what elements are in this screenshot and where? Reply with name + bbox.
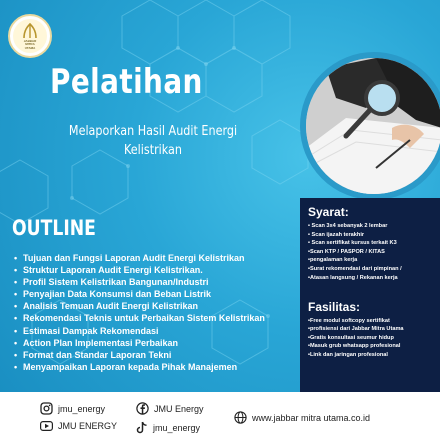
instagram-handle: jmu_energy	[58, 403, 106, 414]
instagram-icon	[40, 402, 53, 415]
website-url: www.jabbar mitra utama.co.id	[252, 412, 371, 423]
logo-text-3: UTAMA	[24, 45, 36, 50]
logo-text-1: JABBAR	[23, 38, 37, 43]
outline-item: • Rekomendasi Teknis untuk Perbaikan Sistem Kelistrikan	[14, 312, 265, 324]
facility-item: •Free modul softcopy sertifikat	[308, 318, 390, 324]
outline-item: • Action Plan Implementasi Perbaikan	[14, 337, 265, 349]
requirement-item: •Surat rekomendasi dari pimpinan /	[308, 265, 402, 272]
globe-icon	[234, 411, 247, 424]
subtitle-line-2: Kelistrikan	[124, 143, 182, 158]
outline-item: • Analisis Temuan Audit Energi Kelistrikan	[14, 300, 265, 312]
outline-item: • Profil Sistem Kelistrikan Bangunan/Industri	[14, 276, 265, 288]
facebook-icon	[136, 402, 149, 415]
facebook-page: JMU Energy	[154, 403, 204, 414]
subtitle-line-1: Melaporkan Hasil Audit Energi	[68, 124, 238, 139]
tiktok-icon	[136, 421, 148, 434]
instagram-link[interactable]	[40, 402, 105, 415]
tiktok-link[interactable]	[136, 421, 200, 434]
youtube-icon	[40, 421, 53, 431]
outline-item: • Tujuan dan Fungsi Laporan Audit Energi Kelistrikan	[14, 252, 265, 264]
magnifying-glass-illustration	[306, 58, 440, 194]
footer	[0, 392, 440, 440]
logo-text-2: MITRA	[25, 42, 35, 47]
website-link[interactable]	[234, 411, 370, 424]
requirement-item: • Scan ijazah terakhir	[308, 231, 365, 238]
requirement-item: • Scan 3x4 sebanyak 2 lembar	[308, 223, 388, 229]
facility-item: •Link dan jaringan profesional	[308, 351, 388, 358]
outline-item: • Penyajian Data Konsumsi dan Beban Listrik	[14, 288, 265, 300]
facilities-list	[308, 317, 434, 359]
photo-magnifier-documents	[300, 52, 440, 200]
facebook-link[interactable]	[136, 402, 204, 415]
requirements-facilities-panel	[300, 198, 440, 392]
facility-item: •Masuk grub whatsapp profesional	[308, 343, 401, 350]
facility-item: •Gratis konsultasi seumur hidup	[308, 334, 394, 341]
logo-mark-icon	[20, 22, 40, 40]
logo-emblem	[13, 19, 47, 53]
outline-item: • Menyampaikan Laporan kepada Pihak Manajemen	[14, 361, 265, 373]
outline-heading: OUTLINE	[12, 216, 96, 240]
outline-list	[14, 252, 265, 373]
course-subtitle	[46, 122, 261, 160]
requirement-item: •Atasan langsung / Rekanan kerja	[308, 274, 398, 281]
youtube-channel: JMU ENERGY	[58, 421, 118, 431]
requirements-list	[308, 222, 402, 282]
facility-item: •profisiensi dari Jabbar Mitra Utama	[308, 326, 404, 333]
outline-item: • Struktur Laporan Audit Energi Kelistrikan.	[14, 264, 265, 276]
facilities-heading: Fasilitas:	[308, 300, 361, 314]
youtube-link[interactable]	[40, 421, 117, 431]
requirement-item: •Scan KTP / PASPOR / KITAS	[308, 248, 385, 255]
company-logo	[8, 14, 52, 58]
tiktok-handle: jmu_energy	[153, 422, 201, 433]
outline-item: • Format dan Standar Laporan Tekni	[14, 349, 265, 361]
page-title: Pelatihan	[50, 62, 203, 102]
requirement-item: •pengalaman kerja	[308, 257, 358, 264]
requirement-item: • Scan sertifikat kursus terkait K3	[308, 240, 397, 247]
outline-item: • Estimasi Dampak Rekomendasi	[14, 325, 265, 337]
requirements-heading: Syarat:	[308, 205, 349, 219]
